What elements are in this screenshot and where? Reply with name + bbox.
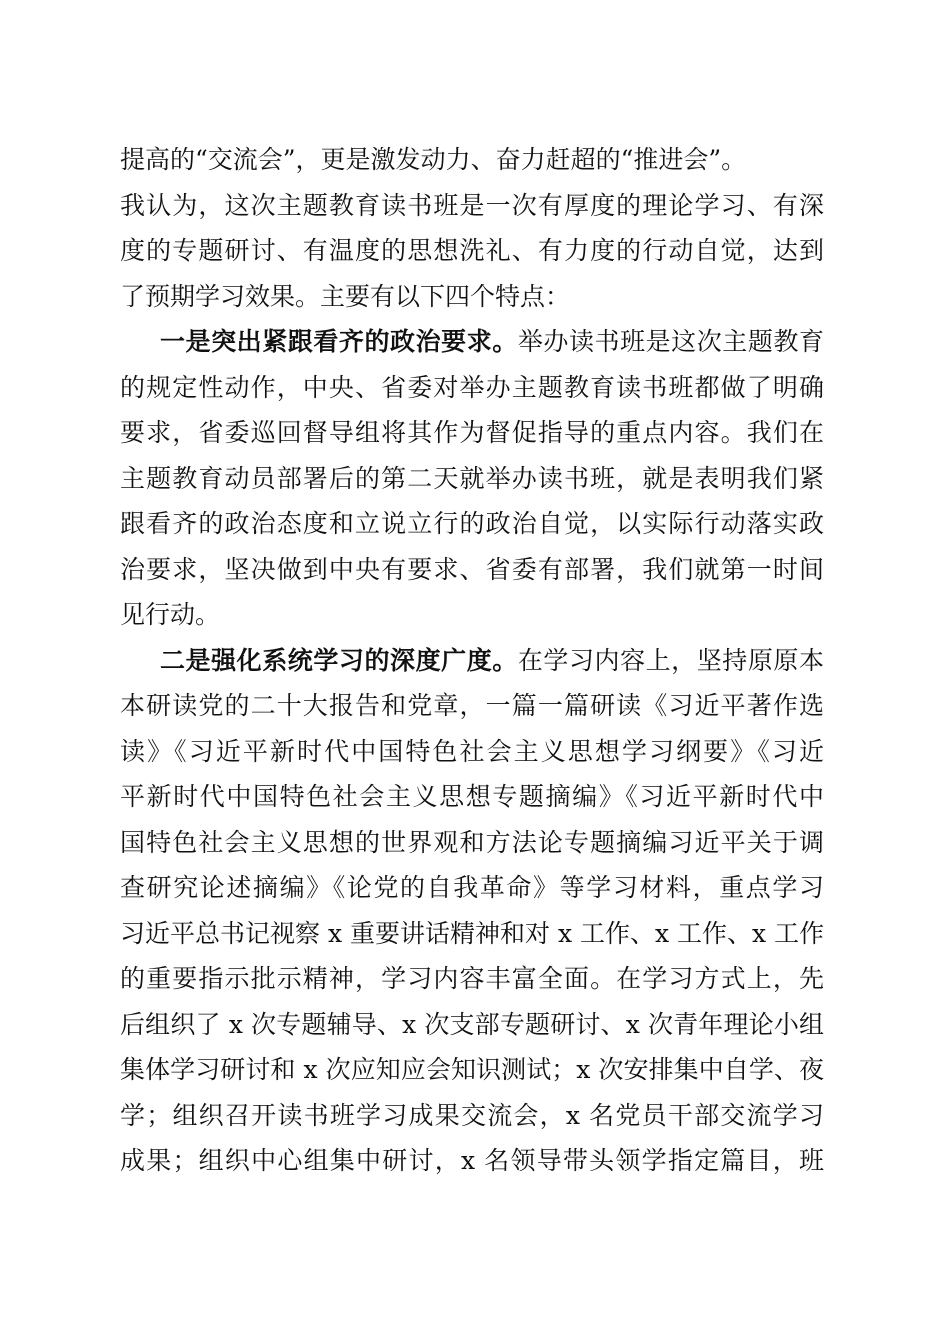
- text-line: 国特色社会主义思想的世界观和方法论专题摘编习近平关于调: [120, 827, 824, 857]
- text-run: 举办读书班是这次主题教育: [517, 327, 824, 356]
- text-line: 习近平总书记视察 x 重要讲话精神和对 x 工作、x 工作、x 工作: [120, 918, 825, 948]
- text-line: 了预期学习效果。主要有以下四个特点：: [120, 281, 571, 311]
- text-line: [120, 638, 824, 684]
- text-line: 度的专题研讨、有温度的思想洗礼、有力度的行动自觉，达到: [120, 236, 824, 265]
- text-line: 治要求，坚决做到中央有要求、省委有部署，我们就第一时间: [120, 554, 824, 584]
- text-line: 的重要指示批示精神，学习内容丰富全面。在学习方式上，先: [120, 964, 824, 993]
- text-line: 本研读党的二十大报告和党章，一篇一篇研读《习近平著作选: [120, 691, 824, 720]
- text-line: 成果；组织中心组集中研讨，x 名领导带头领学指定篇目，班: [120, 1146, 824, 1175]
- paragraph-heading: 一是突出紧跟看齐的政治要求。: [160, 327, 518, 356]
- text-line: 要求，省委巡回督导组将其作为督促指导的重点内容。我们在: [120, 418, 824, 447]
- text-line: 读》《习近平新时代中国特色社会主义思想学习纲要》《习近: [120, 736, 824, 766]
- text-line: 平新时代中国特色社会主义思想专题摘编》《习近平新时代中: [120, 782, 824, 811]
- text-line: 提高的“交流会”，更是激发动力、奋力赶超的“推进会”。: [120, 145, 747, 174]
- body-text: [120, 137, 824, 1184]
- text-line: 集体学习研讨和 x 次应知应会知识测试；x 次安排集中自学、夜: [120, 1055, 824, 1084]
- text-line: 见行动。: [120, 600, 221, 629]
- text-line: [120, 319, 824, 365]
- paragraph-heading: 二是强化系统学习的深度广度。: [160, 645, 518, 675]
- text-line: 跟看齐的政治态度和立说立行的政治自觉，以实际行动落实政: [120, 509, 824, 538]
- text-line: 主题教育动员部署后的第二天就举办读书班，就是表明我们紧: [120, 463, 824, 493]
- text-line: 查研究论述摘编》《论党的自我革命》等学习材料，重点学习: [120, 873, 824, 902]
- text-line: 后组织了 x 次专题辅导、x 次支部专题研讨、x 次青年理论小组: [120, 1009, 824, 1039]
- text-run: 在学习内容上，坚持原原本: [517, 645, 824, 675]
- text-line: 学；组织召开读书班学习成果交流会，x 名党员干部交流学习: [120, 1100, 824, 1130]
- text-line: 的规定性动作，中央、省委对举办主题教育读书班都做了明确: [120, 372, 824, 402]
- text-line: 我认为，这次主题教育读书班是一次有厚度的理论学习、有深: [120, 190, 824, 220]
